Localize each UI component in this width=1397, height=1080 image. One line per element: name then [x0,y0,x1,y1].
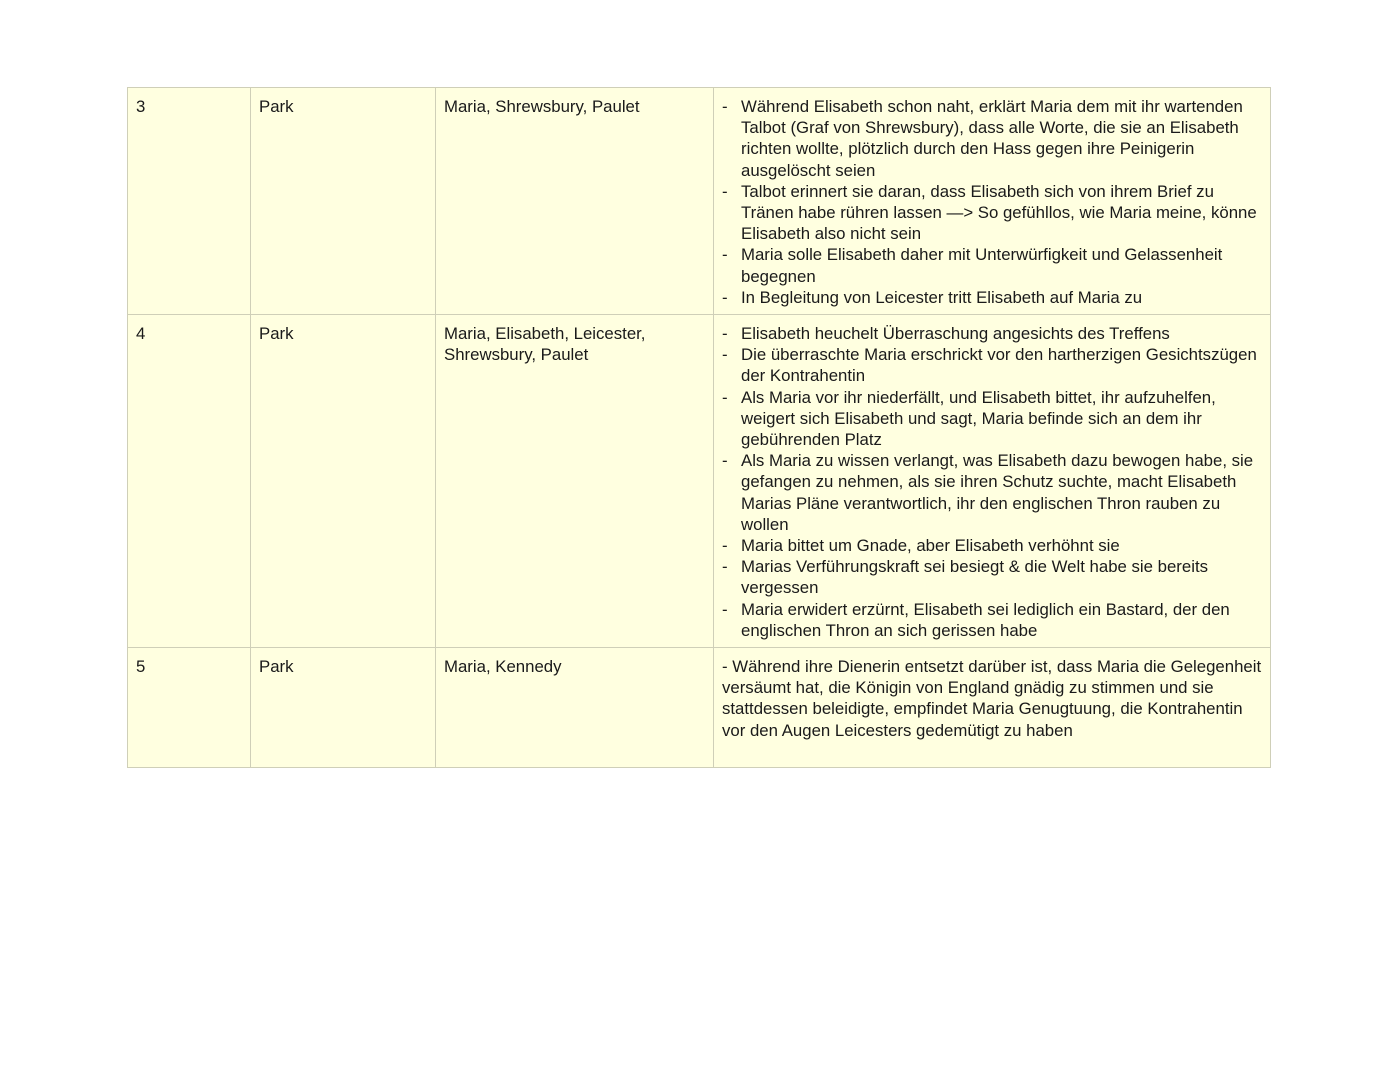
scene-number-cell [128,315,251,648]
bullet-dash: - [722,97,728,116]
list-item [722,450,1262,535]
bullet-dash: - [722,387,728,407]
place-cell [251,88,436,315]
place-cell [251,315,436,648]
scene-characters: Maria, Elisabeth, Leicester, Shrewsbury, Paulet [444,324,646,365]
table-row [128,315,1271,648]
bullet-dash: - [722,324,728,344]
list-item [722,535,1262,556]
list-item [722,599,1262,641]
bullet-text: Maria bittet um Gnade, aber Elisabeth verhöhnt sie [741,536,1120,556]
list-item [722,287,1262,308]
scene-place: Park [259,97,294,116]
scene-number-cell [128,88,251,315]
bullet-dash: - [722,557,728,577]
list-item [722,244,1262,286]
content-cell [714,648,1271,768]
bullet-text: Maria erwidert erzürnt, Elisabeth sei lediglich ein Bastard, der den englischen Thron an sich gerissen habe [741,599,1230,640]
scene-characters: Maria, Kennedy [444,657,562,677]
content-bullet-list [722,96,1262,308]
scene-number: 3 [136,97,146,116]
bullet-dash: - [722,451,728,471]
bullet-text: Als Maria vor ihr niederfällt, und Elisabeth bittet, ihr aufzuhelfen, weigert sich Elisabeth und sagt, Maria befinde sich an dem ihr gebührenden Platz [741,387,1216,450]
characters-cell [436,648,714,768]
characters-cell [436,88,714,315]
bullet-text: Elisabeth heuchelt Überraschung angesichts des Treffens [741,324,1170,344]
bullet-text: Marias Verführungskraft sei besiegt & die Welt habe sie bereits vergessen [741,557,1209,598]
content-text: - Während ihre Dienerin entsetzt darüber ist, dass Maria die Gelegenheit versäumt hat, die Königin von England gnädig zu stimmen und sie stattdessen beleidigte, empfindet Maria Genugtuung, die Kontrahentin vor den Augen Leicesters gedemütigt zu haben [722,657,1262,740]
bullet-dash: - [722,599,728,619]
bullet-text: Maria solle Elisabeth daher mit Unterwürfigkeit und Gelassenheit begegnen [741,245,1223,286]
bullet-text: In Begleitung von Leicester tritt Elisabeth auf Maria zu [741,287,1143,307]
bullet-text: Als Maria zu wissen verlangt, was Elisabeth dazu bewogen habe, sie gefangen zu nehmen, als sie ihren Schutz suchte, macht Elisabeth Marias Pläne verantwortlich, ihr den englischen Thron rauben zu wollen [741,451,1254,534]
scene-place: Park [259,657,294,677]
list-item [722,344,1262,386]
characters-cell [436,315,714,648]
bullet-dash: - [722,181,728,201]
scene-summary-table [127,87,1271,768]
content-cell [714,88,1271,315]
bullet-dash: - [722,245,728,265]
list-item [722,96,1262,181]
bullet-text: Die überraschte Maria erschrickt vor den hartherzigen Gesichtszügen der Kontrahentin [741,345,1257,386]
scene-number: 5 [136,657,146,677]
content-bullet-list [722,323,1262,641]
bullet-dash: - [722,536,728,556]
content-cell [714,315,1271,648]
scene-place: Park [259,324,294,344]
list-item [722,181,1262,245]
list-item [722,556,1262,598]
bullet-dash: - [722,287,728,307]
scene-characters: Maria, Shrewsbury, Paulet [444,97,640,116]
bullet-text: Talbot erinnert sie daran, dass Elisabeth sich von ihrem Brief zu Tränen habe rühren lassen —> So gefühllos, wie Maria meine, könne Elisabeth also nicht sein [741,181,1257,244]
scene-number: 4 [136,324,146,344]
table-row [128,648,1271,768]
scene-number-cell [128,648,251,768]
list-item [722,387,1262,451]
place-cell [251,648,436,768]
list-item [722,323,1262,344]
bullet-dash: - [722,345,728,365]
table-row [128,88,1271,315]
bullet-text: Während Elisabeth schon naht, erklärt Maria dem mit ihr wartenden Talbot (Graf von Shrewsbury), dass alle Worte, die sie an Elisabeth richten wollte, plötzlich durch den Hass gegen ihre Peinigerin ausgelöscht seien [741,97,1243,180]
